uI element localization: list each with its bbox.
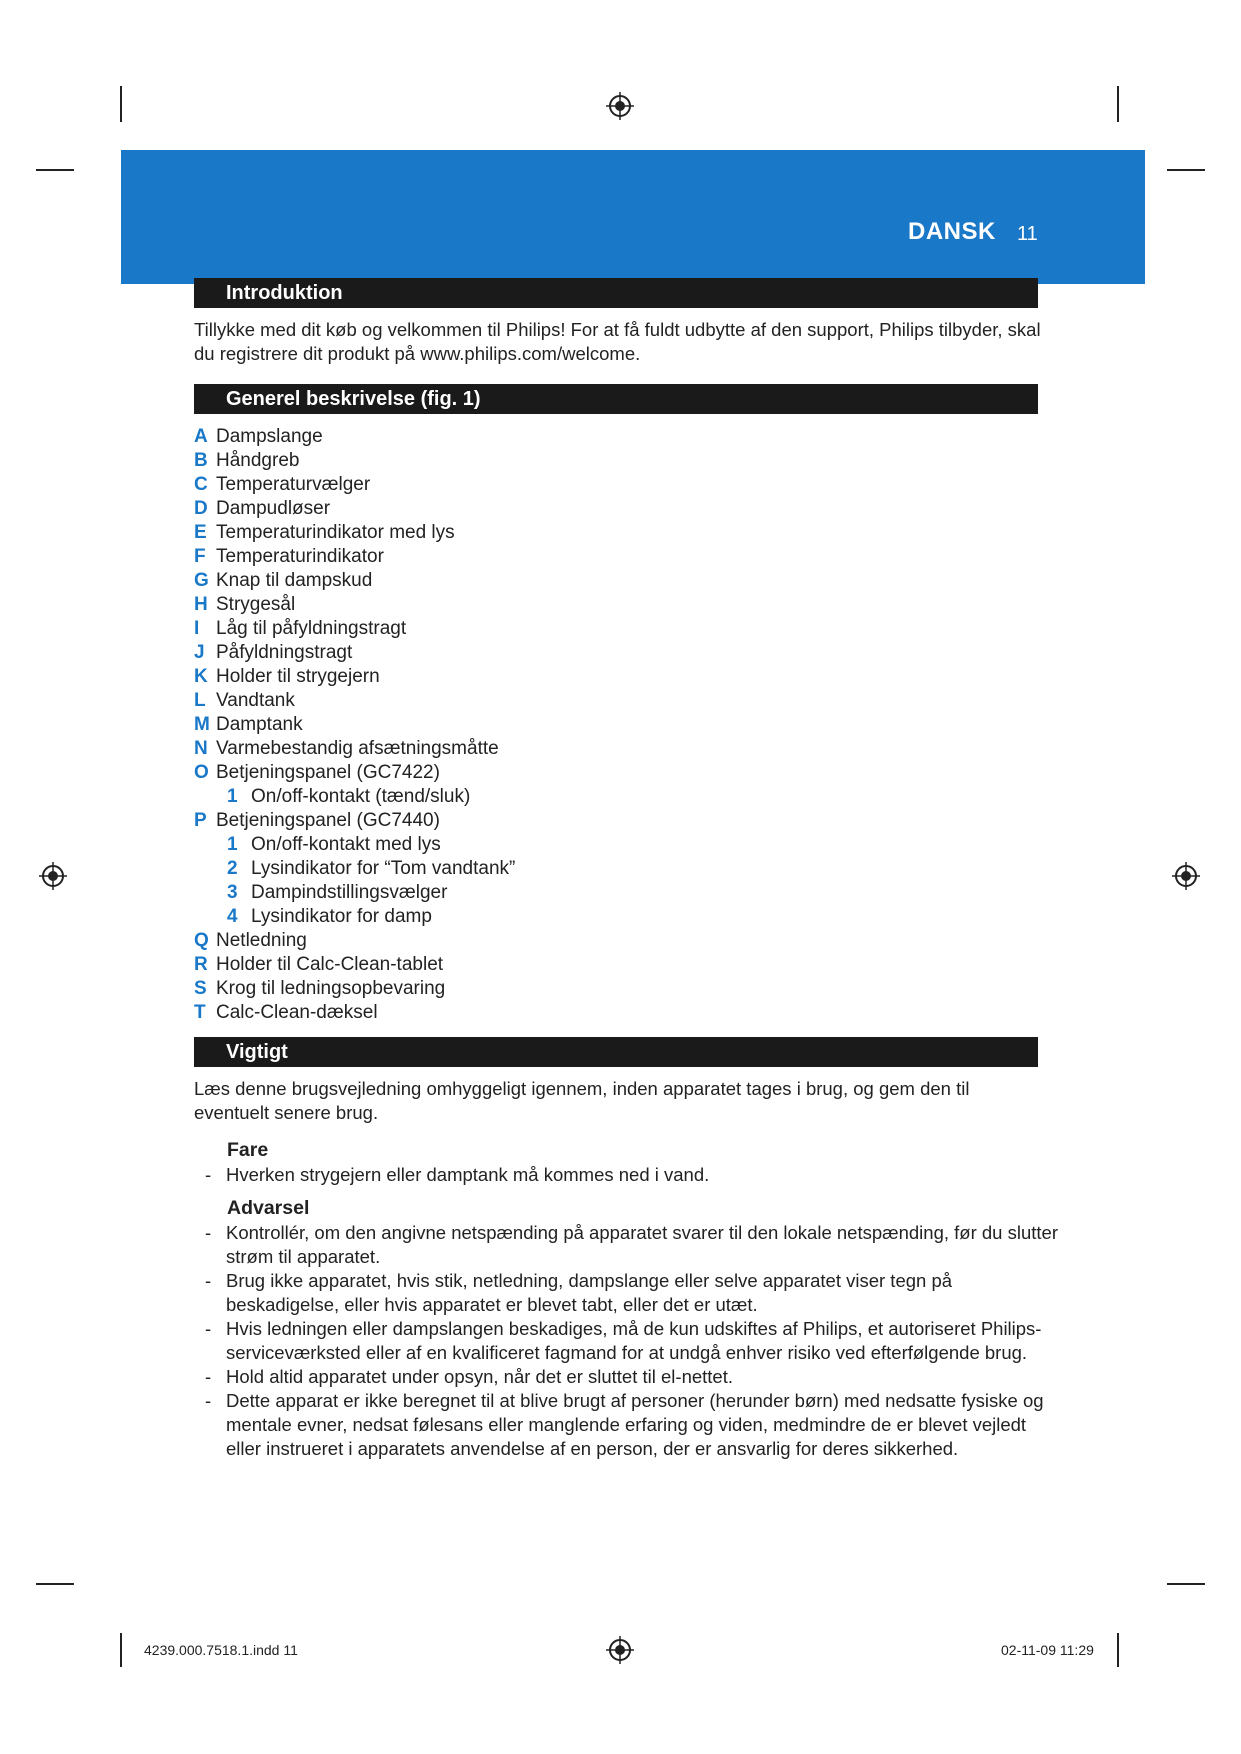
component-letter: L: [194, 690, 206, 711]
component-letter: O: [194, 762, 209, 783]
component-item: [194, 809, 515, 833]
component-label: Dampudløser: [216, 498, 331, 519]
bullet-item: [205, 1365, 1065, 1389]
component-label: Netledning: [216, 930, 307, 951]
component-item: [194, 497, 515, 521]
component-letter: 1: [227, 834, 238, 855]
component-item: [194, 425, 515, 449]
footer-file: 4239.000.7518.1.indd 11: [144, 1642, 298, 1658]
crop-mark: [36, 1583, 74, 1585]
component-item: [194, 641, 515, 665]
component-label: Låg til påfyldningstragt: [216, 618, 407, 639]
bullet-dash: -: [205, 1270, 212, 1291]
warning-heading: Advarsel: [227, 1197, 310, 1219]
component-item: [194, 761, 515, 785]
bullet-text: Hold altid apparatet under opsyn, når det er sluttet til el-nettet.: [226, 1366, 733, 1387]
important-text: Læs denne brugsvejledning omhyggeligt igennem, inden apparatet tages i brug, og gem den til eventuelt senere brug.: [194, 1078, 970, 1123]
bullet-text: Hvis ledningen eller dampslangen beskadiges, må de kun udskiftes af Philips, et autoriseret Philips-serviceværksted eller af en kvalificeret fagmand for at undgå enhver risiko ved efterfølgende brug.: [226, 1318, 1042, 1363]
component-item: [194, 665, 515, 689]
component-label: Strygesål: [216, 594, 296, 615]
crop-mark: [1167, 169, 1205, 171]
bullet-dash: -: [205, 1318, 212, 1339]
component-label: Dampslange: [216, 426, 323, 447]
component-letter: D: [194, 498, 208, 519]
component-label: Knap til dampskud: [216, 570, 373, 591]
bullet-text: Kontrollér, om den angivne netspænding på apparatet svarer til den lokale netspænding, før du slutter strøm til apparatet.: [226, 1222, 1058, 1267]
component-label: Calc-Clean-dæksel: [216, 1002, 378, 1023]
component-item: [194, 521, 515, 545]
component-item: [194, 953, 515, 977]
component-label: Betjeningspanel (GC7440): [216, 810, 440, 831]
component-item: [194, 449, 515, 473]
registration-mark-icon: [38, 861, 68, 891]
component-letter: N: [194, 738, 208, 759]
bullet-text: Hverken strygejern eller damptank må kommes ned i vand.: [226, 1164, 710, 1185]
crop-mark: [36, 169, 74, 171]
section-title-intro: Introduktion: [194, 278, 1038, 308]
component-letter: 2: [227, 858, 238, 879]
bullet-dash: -: [205, 1222, 212, 1243]
component-letter: H: [194, 594, 208, 615]
component-letter: C: [194, 474, 208, 495]
component-item: [194, 617, 515, 641]
component-item: [194, 593, 515, 617]
danger-heading: Fare: [227, 1139, 269, 1161]
component-letter: Q: [194, 930, 209, 951]
registration-mark-icon: [1171, 861, 1201, 891]
component-list: [194, 425, 515, 1025]
component-label: On/off-kontakt (tænd/sluk): [251, 786, 471, 807]
component-item: [194, 977, 515, 1001]
component-item: [194, 737, 515, 761]
bullet-item: [205, 1269, 1065, 1317]
crop-mark: [1117, 1633, 1119, 1667]
bullet-dash: -: [205, 1390, 212, 1411]
component-letter: 1: [227, 786, 238, 807]
component-item: [194, 881, 515, 905]
component-label: Holder til strygejern: [216, 666, 380, 687]
component-label: Dampindstillingsvælger: [251, 882, 448, 903]
component-label: Holder til Calc-Clean-tablet: [216, 954, 444, 975]
component-letter: J: [194, 642, 205, 663]
component-item: [194, 857, 515, 881]
intro-text: Tillykke med dit køb og velkommen til Philips! For at få fuldt udbytte af den support, Philips tilbyder, skal du registrere dit produkt på www.philips.com/welcome.: [194, 319, 1041, 364]
component-letter: S: [194, 978, 207, 999]
component-letter: E: [194, 522, 207, 543]
component-letter: I: [194, 618, 200, 639]
component-letter: F: [194, 546, 206, 567]
component-label: Varmebestandig afsætningsmåtte: [216, 738, 499, 759]
component-label: Temperaturvælger: [216, 474, 371, 495]
component-letter: M: [194, 714, 210, 735]
component-item: [194, 713, 515, 737]
component-label: Lysindikator for damp: [251, 906, 432, 927]
component-label: Lysindikator for “Tom vandtank”: [251, 858, 516, 879]
bullet-dash: -: [205, 1366, 212, 1387]
component-item: [194, 833, 515, 857]
bullet-text: Dette apparat er ikke beregnet til at blive brugt af personer (herunder børn) med nedsatte fysiske og mentale evner, nedsat følesans eller manglende erfaring og viden, medmindre de er blevet vejledt eller instrueret i apparatets anvendelse af en person, der er ansvarlig for deres sikkerhed.: [226, 1390, 1044, 1459]
component-label: Krog til ledningsopbevaring: [216, 978, 446, 999]
component-letter: A: [194, 426, 208, 447]
bullet-item: [205, 1163, 1065, 1187]
language-label: DANSK: [908, 218, 996, 245]
registration-mark-icon: [605, 1635, 635, 1665]
footer-date: 02-11-09 11:29: [1001, 1642, 1094, 1658]
bullet-item: [205, 1389, 1065, 1461]
component-letter: T: [194, 1002, 206, 1023]
crop-mark: [120, 1633, 122, 1667]
component-label: Påfyldningstragt: [216, 642, 353, 663]
component-letter: B: [194, 450, 208, 471]
component-label: Vandtank: [216, 690, 295, 711]
component-label: On/off-kontakt med lys: [251, 834, 441, 855]
bullet-dash: -: [205, 1164, 212, 1185]
component-label: Temperaturindikator: [216, 546, 384, 567]
component-label: Betjeningspanel (GC7422): [216, 762, 440, 783]
component-label: Håndgreb: [216, 450, 300, 471]
crop-mark: [1167, 1583, 1205, 1585]
component-label: Temperaturindikator med lys: [216, 522, 455, 543]
bullet-item: [205, 1317, 1065, 1365]
section-title-important: Vigtigt: [194, 1037, 1038, 1067]
component-item: [194, 689, 515, 713]
component-label: Damptank: [216, 714, 303, 735]
component-item: [194, 929, 515, 953]
registration-mark-icon: [605, 91, 635, 121]
component-item: [194, 545, 515, 569]
crop-mark: [120, 86, 122, 122]
component-item: [194, 473, 515, 497]
component-letter: 3: [227, 882, 238, 903]
component-item: [194, 569, 515, 593]
component-letter: G: [194, 570, 209, 591]
crop-mark: [1117, 86, 1119, 122]
component-item: [194, 905, 515, 929]
section-title-description: Generel beskrivelse (fig. 1): [194, 384, 1038, 414]
component-letter: P: [194, 810, 207, 831]
header-band: [121, 150, 1145, 284]
component-letter: R: [194, 954, 208, 975]
bullet-text: Brug ikke apparatet, hvis stik, netledning, dampslange eller selve apparatet viser tegn på beskadigelse, eller hvis apparatet er blevet tabt, eller det er utæt.: [226, 1270, 953, 1315]
component-item: [194, 1001, 515, 1025]
component-letter: K: [194, 666, 208, 687]
page-number: 11: [1017, 223, 1038, 245]
component-letter: 4: [227, 906, 238, 927]
bullet-item: [205, 1221, 1065, 1269]
component-item: [194, 785, 515, 809]
